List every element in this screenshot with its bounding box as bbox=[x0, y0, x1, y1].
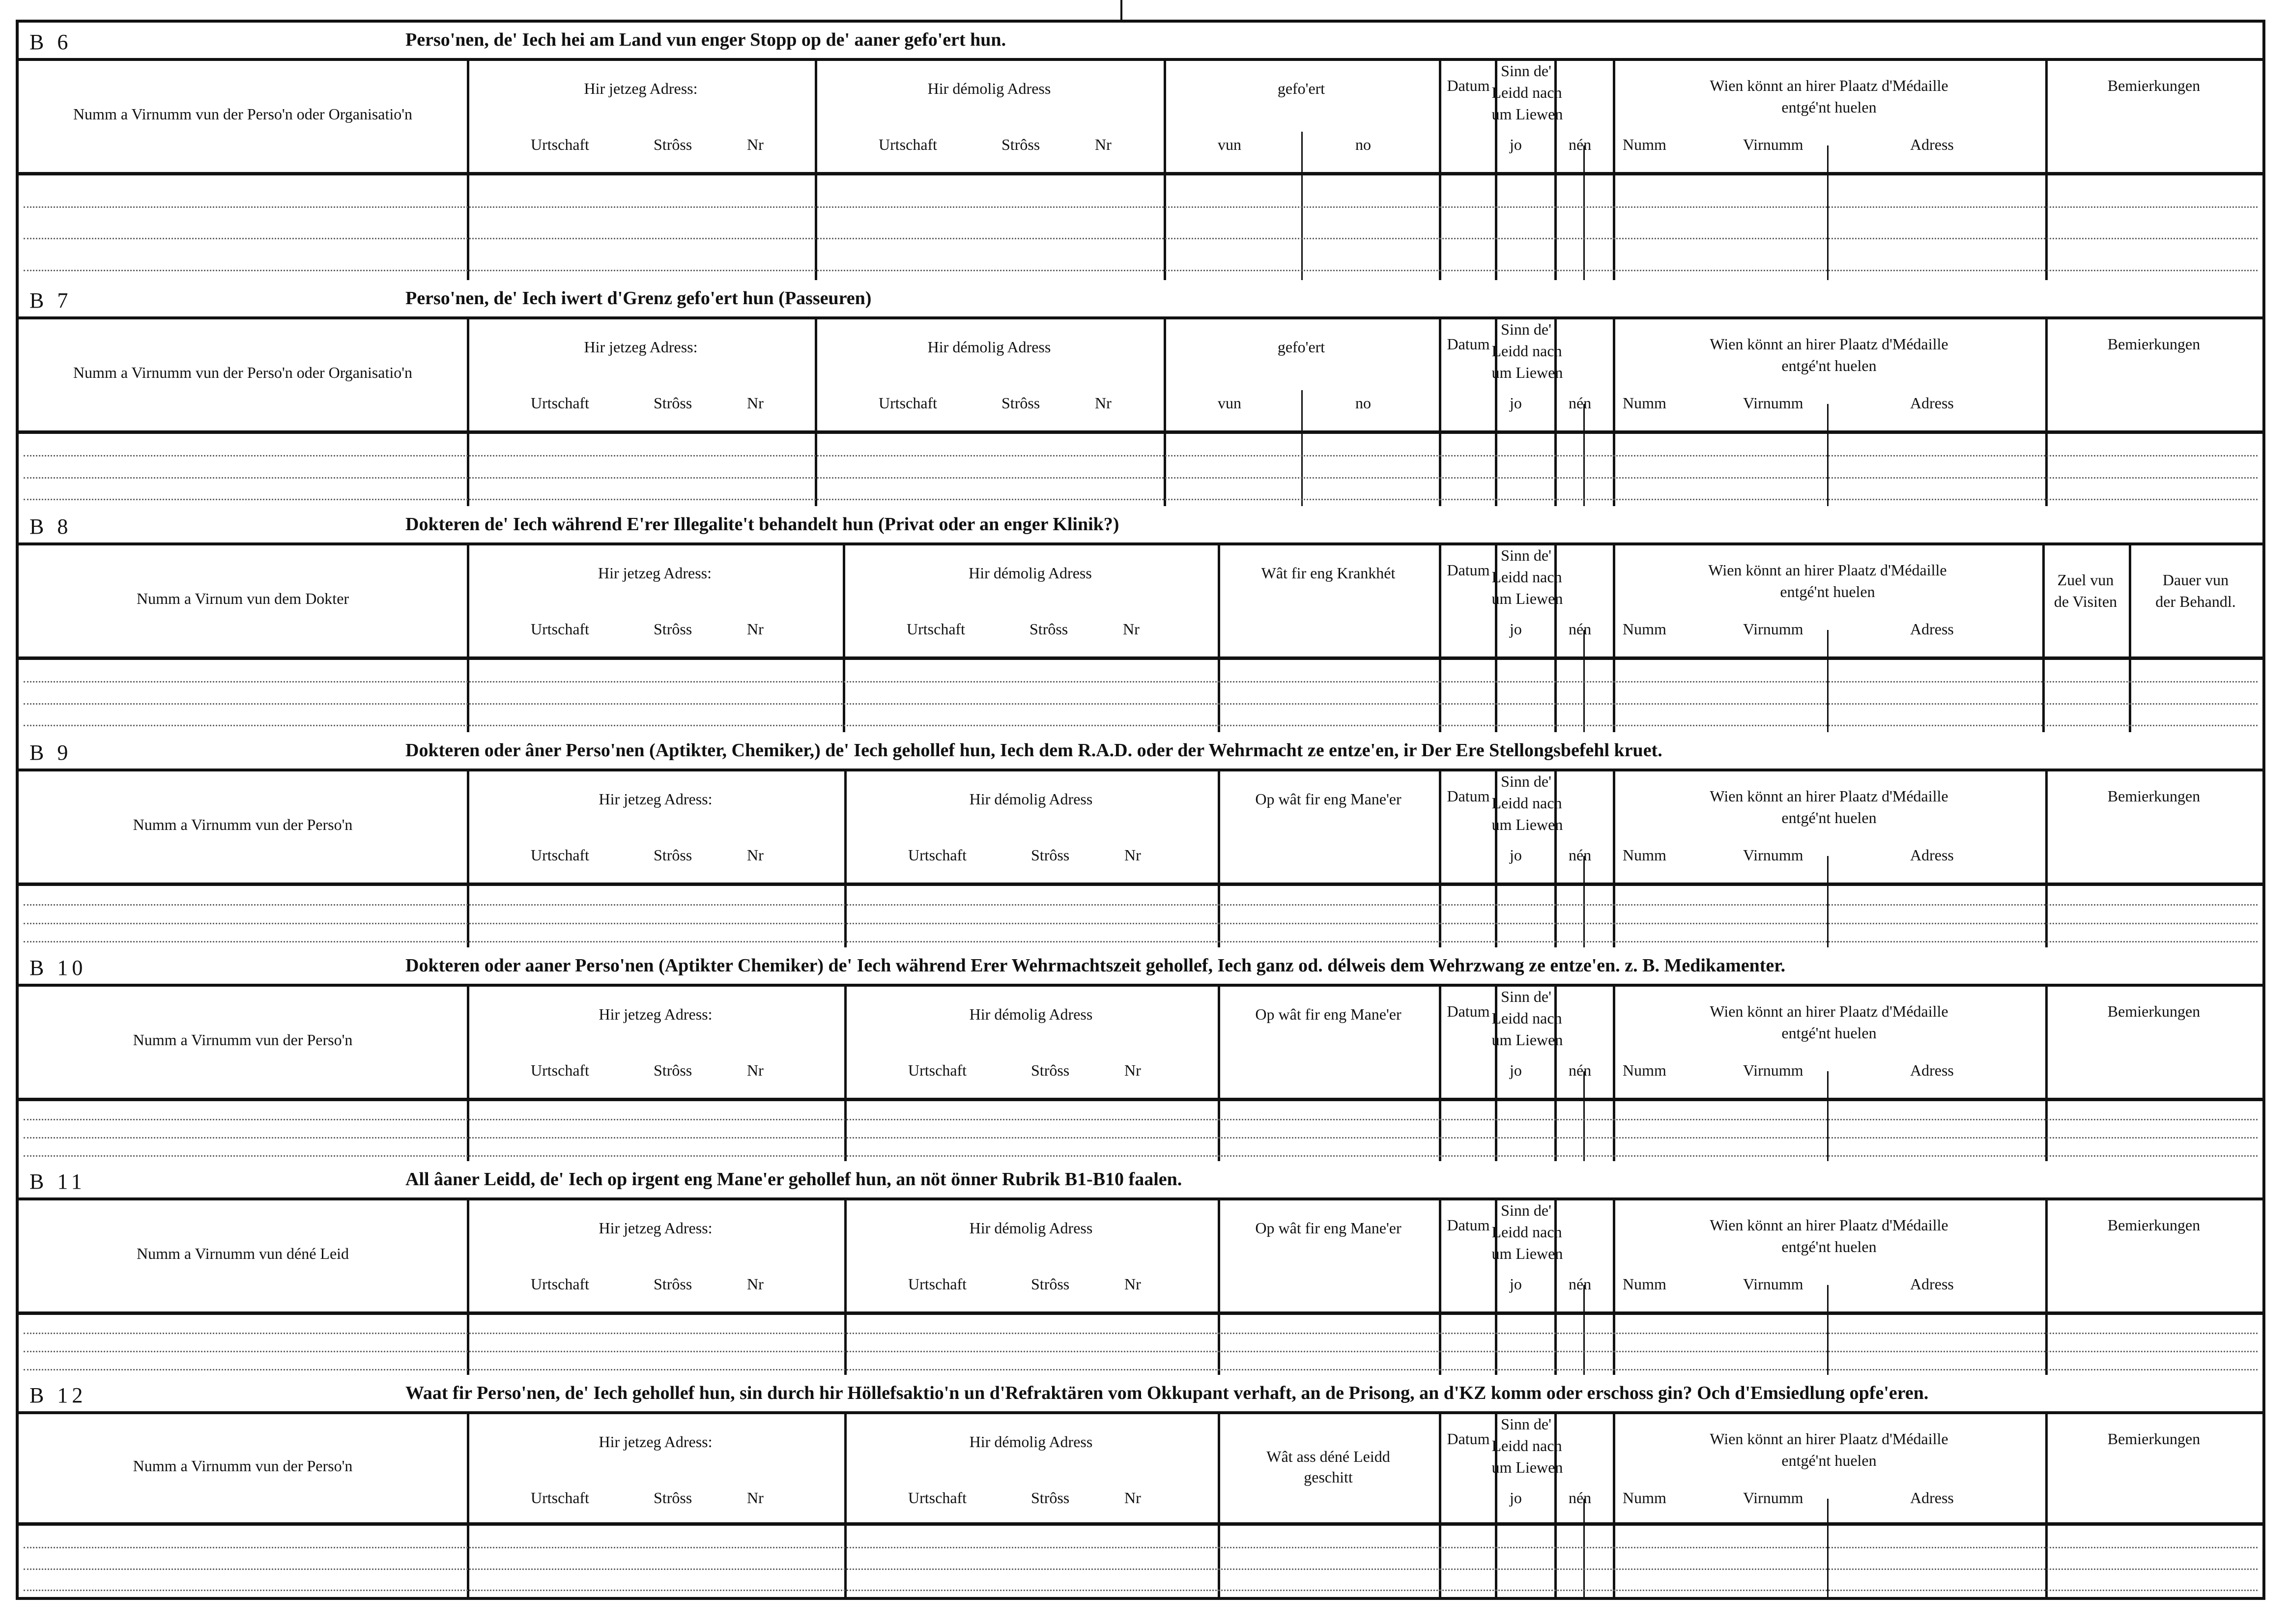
b9-bemierkungen-label: Bemierkungen bbox=[2107, 787, 2201, 805]
b11-row-line-1 bbox=[24, 1351, 2258, 1352]
b12-row-line-2 bbox=[24, 1590, 2258, 1591]
b6-wien-b: entgé'nt huelen bbox=[1781, 98, 1877, 116]
b10-current-urtschaft: Urtschaft bbox=[531, 1061, 590, 1079]
b7-sinn-a: Sinn de' bbox=[1501, 320, 1551, 338]
b8-section-id: B 8 bbox=[29, 514, 72, 539]
b11-current-urtschaft: Urtschaft bbox=[531, 1275, 590, 1293]
b9-previous-address-label: Hir démolig Adress bbox=[969, 790, 1093, 808]
b10-current-nr: Nr bbox=[747, 1061, 764, 1079]
b10-header-rule bbox=[19, 1098, 2262, 1101]
b7-row-line-2 bbox=[24, 499, 2258, 500]
b7-adress-label: Adress bbox=[1910, 394, 1954, 412]
b6-previous-urtschaft: Urtschaft bbox=[879, 136, 938, 153]
b7-gefoert-label: gefo'ert bbox=[1277, 338, 1325, 356]
b10-bemierkungen-label: Bemierkungen bbox=[2107, 1002, 2201, 1020]
b7-vun-no-divider bbox=[1301, 390, 1303, 506]
b12-row-line-0 bbox=[24, 1547, 2258, 1548]
b7-sinn-b: Leidd nach bbox=[1491, 342, 1562, 360]
b10-numm-label: Numm bbox=[1623, 1061, 1666, 1079]
b8-sinn-b: Leidd nach bbox=[1491, 568, 1562, 586]
b9-what-label: Op wât fir eng Mane'er bbox=[1255, 790, 1401, 808]
b11-row-line-2 bbox=[24, 1369, 2258, 1370]
b7-no-label: no bbox=[1355, 394, 1371, 412]
b7-virnumm-label: Virnumm bbox=[1743, 394, 1803, 412]
b8-title-rule bbox=[19, 542, 2262, 545]
b9-wien-a: Wien könnt an hirer Plaatz d'Médaille bbox=[1710, 787, 1948, 805]
b11-col-rule-6 bbox=[1613, 1197, 1615, 1375]
b9-col-rule-7 bbox=[2045, 769, 2048, 947]
b6-sinn-a: Sinn de' bbox=[1501, 62, 1551, 80]
b10-col-rule-6 bbox=[1613, 984, 1615, 1161]
b9-col-rule-0 bbox=[467, 769, 469, 947]
b7-previous-nr: Nr bbox=[1095, 394, 1112, 412]
b6-datum-label: Datum bbox=[1447, 77, 1490, 94]
frame-right bbox=[2262, 20, 2265, 1600]
b9-name-col-label: Numm a Virnumm vun der Perso'n bbox=[133, 816, 353, 833]
b12-adress-label: Adress bbox=[1910, 1489, 1954, 1507]
b9-jo-label: jo bbox=[1510, 846, 1522, 864]
b12-title-rule bbox=[19, 1411, 2262, 1414]
b9-numm-label: Numm bbox=[1623, 846, 1666, 864]
b9-title-rule bbox=[19, 769, 2262, 771]
b7-bemierkungen-label: Bemierkungen bbox=[2107, 335, 2201, 353]
b6-jo-label: jo bbox=[1510, 136, 1522, 153]
b6-row-line-2 bbox=[24, 270, 2258, 271]
b7-vun-label: vun bbox=[1218, 394, 1241, 412]
b6-jo-nen-divider bbox=[1583, 145, 1585, 280]
frame-top bbox=[16, 20, 2265, 23]
b9-virnumm-label: Virnumm bbox=[1743, 846, 1803, 864]
b7-previous-stross: Strôss bbox=[1001, 394, 1040, 412]
b11-datum-label: Datum bbox=[1447, 1216, 1490, 1234]
b8-current-nr: Nr bbox=[747, 620, 764, 638]
b9-current-address-label: Hir jetzeg Adress: bbox=[599, 790, 713, 808]
b6-previous-address-label: Hir démolig Adress bbox=[927, 80, 1051, 97]
b10-col-rule-0 bbox=[467, 984, 469, 1161]
b12-current-address-label: Hir jetzeg Adress: bbox=[599, 1433, 713, 1451]
b6-numm-adress-divider bbox=[1827, 145, 1829, 280]
b6-numm-label: Numm bbox=[1623, 136, 1666, 153]
b6-nen-label: nén bbox=[1569, 136, 1592, 153]
b6-section-id: B 6 bbox=[29, 30, 72, 54]
b11-wien-a: Wien könnt an hirer Plaatz d'Médaille bbox=[1710, 1216, 1948, 1234]
b11-previous-urtschaft: Urtschaft bbox=[908, 1275, 967, 1293]
b6-virnumm-label: Virnumm bbox=[1743, 136, 1803, 153]
b6-sinn-c: um Liewen bbox=[1491, 105, 1563, 123]
b7-nen-label: nén bbox=[1569, 394, 1592, 412]
b11-nen-label: nén bbox=[1569, 1275, 1592, 1293]
b6-current-urtschaft: Urtschaft bbox=[531, 136, 590, 153]
b11-jo-nen-divider bbox=[1583, 1285, 1585, 1375]
b11-previous-address-label: Hir démolig Adress bbox=[969, 1219, 1093, 1237]
b7-current-address-label: Hir jetzeg Adress: bbox=[584, 338, 698, 356]
b7-current-nr: Nr bbox=[747, 394, 764, 412]
b9-current-nr: Nr bbox=[747, 846, 764, 864]
b10-wien-b: entgé'nt huelen bbox=[1781, 1024, 1877, 1042]
b11-current-address-label: Hir jetzeg Adress: bbox=[599, 1219, 713, 1237]
b6-current-stross: Strôss bbox=[654, 136, 692, 153]
b8-dauer-b: der Behandl. bbox=[2155, 593, 2236, 610]
b6-vun-no-divider bbox=[1301, 132, 1303, 280]
b7-row-line-0 bbox=[24, 455, 2258, 456]
b11-previous-stross: Strôss bbox=[1031, 1275, 1070, 1293]
b11-current-nr: Nr bbox=[747, 1275, 764, 1293]
b8-name-col-label: Numm a Virnum vun dem Dokter bbox=[136, 590, 349, 607]
b8-header-rule bbox=[19, 656, 2262, 660]
b10-previous-nr: Nr bbox=[1124, 1061, 1141, 1079]
b11-section-id: B 11 bbox=[29, 1169, 86, 1194]
b9-section-id: B 9 bbox=[29, 741, 72, 765]
b9-current-urtschaft: Urtschaft bbox=[531, 846, 590, 864]
b8-virnumm-label: Virnumm bbox=[1743, 620, 1803, 638]
b6-col-rule-2 bbox=[1164, 58, 1166, 280]
b11-numm-label: Numm bbox=[1623, 1275, 1666, 1293]
b12-section-title: Waat fir Perso'nen, de' Iech gehollef hun, sin durch hir Höllefsaktio'n un d'Refraktären vom Okkupant verhaft, an de Prisong, an d'KZ komm oder erschoss gin? Och d'Emsiedlung opfe'eren. bbox=[405, 1383, 1929, 1403]
b9-adress-label: Adress bbox=[1910, 846, 1954, 864]
b11-sinn-a: Sinn de' bbox=[1501, 1201, 1551, 1219]
b6-no-label: no bbox=[1355, 136, 1371, 153]
b11-previous-nr: Nr bbox=[1124, 1275, 1141, 1293]
b8-zuel-b: de Visiten bbox=[2054, 593, 2117, 610]
b7-header-rule bbox=[19, 430, 2262, 434]
b12-what-label-a: Wât ass déné Leidd bbox=[1266, 1448, 1390, 1465]
b7-title-rule bbox=[19, 316, 2262, 319]
b12-wien-a: Wien könnt an hirer Plaatz d'Médaille bbox=[1710, 1430, 1948, 1448]
b8-dauer-a: Dauer vun bbox=[2162, 571, 2229, 589]
b8-section-title: Dokteren de' Iech während E'rer Illegalite't behandelt hun (Privat oder an enger Klinik?) bbox=[405, 514, 1119, 535]
b9-previous-nr: Nr bbox=[1124, 846, 1141, 864]
b8-wien-a: Wien könnt an hirer Plaatz d'Médaille bbox=[1708, 561, 1947, 579]
b8-previous-urtschaft: Urtschaft bbox=[907, 620, 966, 638]
b8-zuel-a: Zuel vun bbox=[2057, 571, 2114, 589]
b9-sinn-b: Leidd nach bbox=[1491, 794, 1562, 812]
b11-bemierkungen-label: Bemierkungen bbox=[2107, 1216, 2201, 1234]
b6-col-rule-7 bbox=[2045, 58, 2048, 280]
b9-row-line-0 bbox=[24, 904, 2258, 906]
b6-name-col-label: Numm a Virnumm vun der Perso'n oder Organisatio'n bbox=[73, 105, 413, 123]
b12-sinn-a: Sinn de' bbox=[1501, 1415, 1551, 1433]
b6-row-line-0 bbox=[24, 206, 2258, 208]
b10-title-rule bbox=[19, 984, 2262, 987]
b6-bemierkungen-label: Bemierkungen bbox=[2107, 77, 2201, 94]
b12-sinn-b: Leidd nach bbox=[1491, 1437, 1562, 1454]
b6-current-address-label: Hir jetzeg Adress: bbox=[584, 80, 698, 97]
b10-jo-nen-divider bbox=[1583, 1071, 1585, 1161]
b10-col-rule-1 bbox=[844, 984, 847, 1161]
b9-header-rule bbox=[19, 883, 2262, 886]
b10-datum-label: Datum bbox=[1447, 1002, 1490, 1020]
b8-jo-label: jo bbox=[1510, 620, 1522, 638]
b9-wien-b: entgé'nt huelen bbox=[1781, 809, 1877, 826]
frame-left bbox=[16, 20, 19, 1600]
b9-sinn-c: um Liewen bbox=[1491, 816, 1563, 833]
b6-vun-label: vun bbox=[1218, 136, 1241, 153]
b11-title-rule bbox=[19, 1197, 2262, 1200]
b9-sinn-a: Sinn de' bbox=[1501, 772, 1551, 790]
b10-virnumm-label: Virnumm bbox=[1743, 1061, 1803, 1079]
b7-section-id: B 7 bbox=[29, 288, 72, 313]
b7-sinn-c: um Liewen bbox=[1491, 364, 1563, 381]
b8-row-line-2 bbox=[24, 725, 2258, 726]
b9-jo-nen-divider bbox=[1583, 856, 1585, 947]
b8-nen-label: nén bbox=[1569, 620, 1592, 638]
b10-col-rule-7 bbox=[2045, 984, 2048, 1161]
b10-jo-label: jo bbox=[1510, 1061, 1522, 1079]
b8-numm-label: Numm bbox=[1623, 620, 1666, 638]
b10-previous-address-label: Hir démolig Adress bbox=[969, 1005, 1093, 1023]
b11-col-rule-7 bbox=[2045, 1197, 2048, 1375]
b8-sinn-c: um Liewen bbox=[1491, 590, 1563, 607]
b10-previous-urtschaft: Urtschaft bbox=[908, 1061, 967, 1079]
b7-numm-label: Numm bbox=[1623, 394, 1666, 412]
b10-wien-a: Wien könnt an hirer Plaatz d'Médaille bbox=[1710, 1002, 1948, 1020]
b7-previous-address-label: Hir démolig Adress bbox=[927, 338, 1051, 356]
b8-wien-b: entgé'nt huelen bbox=[1780, 583, 1875, 600]
b6-title-rule bbox=[19, 58, 2262, 61]
b7-section-title: Perso'nen, de' Iech iwert d'Grenz gefo'ert hun (Passeuren) bbox=[405, 288, 872, 309]
b7-previous-urtschaft: Urtschaft bbox=[879, 394, 938, 412]
b11-numm-adress-divider bbox=[1827, 1285, 1829, 1375]
b9-current-stross: Strôss bbox=[654, 846, 692, 864]
b7-wien-a: Wien könnt an hirer Plaatz d'Médaille bbox=[1710, 335, 1948, 353]
b11-col-rule-0 bbox=[467, 1197, 469, 1375]
b10-sinn-c: um Liewen bbox=[1491, 1031, 1563, 1049]
b7-jo-label: jo bbox=[1510, 394, 1522, 412]
b11-name-col-label: Numm a Virnumm vun déné Leid bbox=[136, 1245, 349, 1262]
b11-wien-b: entgé'nt huelen bbox=[1781, 1238, 1877, 1255]
b8-current-urtschaft: Urtschaft bbox=[531, 620, 590, 638]
b10-adress-label: Adress bbox=[1910, 1061, 1954, 1079]
b6-row-line-1 bbox=[24, 238, 2258, 239]
b9-col-rule-1 bbox=[844, 769, 847, 947]
b10-current-stross: Strôss bbox=[654, 1061, 692, 1079]
b12-name-col-label: Numm a Virnumm vun der Perso'n bbox=[133, 1457, 353, 1475]
b8-sinn-a: Sinn de' bbox=[1501, 546, 1551, 564]
b12-previous-urtschaft: Urtschaft bbox=[908, 1489, 967, 1507]
b12-current-stross: Strôss bbox=[654, 1489, 692, 1507]
b9-row-line-2 bbox=[24, 941, 2258, 942]
b7-name-col-label: Numm a Virnumm vun der Perso'n oder Organisatio'n bbox=[73, 364, 413, 381]
b8-row-line-0 bbox=[24, 681, 2258, 683]
b11-sinn-b: Leidd nach bbox=[1491, 1223, 1562, 1241]
b11-sinn-c: um Liewen bbox=[1491, 1245, 1563, 1262]
b12-jo-label: jo bbox=[1510, 1489, 1522, 1507]
b10-row-line-0 bbox=[24, 1119, 2258, 1120]
b9-section-title: Dokteren oder âner Perso'nen (Aptikter, Chemiker,) de' Iech gehollef hun, Iech dem R.A.D. oder der Wehrmacht ze entze'en, ir Der Ere Stellongsbefehl kruet. bbox=[405, 740, 1662, 761]
b12-numm-label: Numm bbox=[1623, 1489, 1666, 1507]
b6-gefoert-label: gefo'ert bbox=[1277, 80, 1325, 97]
b10-current-address-label: Hir jetzeg Adress: bbox=[599, 1005, 713, 1023]
b7-datum-label: Datum bbox=[1447, 335, 1490, 353]
b8-datum-label: Datum bbox=[1447, 561, 1490, 579]
b12-wien-b: entgé'nt huelen bbox=[1781, 1452, 1877, 1469]
b6-sinn-b: Leidd nach bbox=[1491, 84, 1562, 101]
b10-nen-label: nén bbox=[1569, 1061, 1592, 1079]
b11-header-rule bbox=[19, 1311, 2262, 1315]
b12-virnumm-label: Virnumm bbox=[1743, 1489, 1803, 1507]
b10-sinn-a: Sinn de' bbox=[1501, 988, 1551, 1005]
b12-row-line-1 bbox=[24, 1568, 2258, 1570]
b7-row-line-1 bbox=[24, 477, 2258, 479]
b8-previous-stross: Strôss bbox=[1030, 620, 1068, 638]
b12-header-rule bbox=[19, 1522, 2262, 1526]
b6-previous-stross: Strôss bbox=[1001, 136, 1040, 153]
b12-sinn-c: um Liewen bbox=[1491, 1458, 1563, 1476]
b6-header-rule bbox=[19, 172, 2262, 175]
b11-current-stross: Strôss bbox=[654, 1275, 692, 1293]
b8-current-address-label: Hir jetzeg Adress: bbox=[598, 564, 712, 582]
top-binding-mark bbox=[1120, 0, 1122, 21]
b10-numm-adress-divider bbox=[1827, 1071, 1829, 1161]
b12-current-urtschaft: Urtschaft bbox=[531, 1489, 590, 1507]
b11-jo-label: jo bbox=[1510, 1275, 1522, 1293]
b10-row-line-2 bbox=[24, 1155, 2258, 1157]
b8-what-label: Wât fir eng Krankhét bbox=[1261, 564, 1396, 582]
b7-current-urtschaft: Urtschaft bbox=[531, 394, 590, 412]
b8-current-stross: Strôss bbox=[654, 620, 692, 638]
b10-sinn-b: Leidd nach bbox=[1491, 1009, 1562, 1027]
b7-current-stross: Strôss bbox=[654, 394, 692, 412]
b12-previous-stross: Strôss bbox=[1031, 1489, 1070, 1507]
b9-previous-urtschaft: Urtschaft bbox=[908, 846, 967, 864]
b11-row-line-0 bbox=[24, 1333, 2258, 1334]
b10-name-col-label: Numm a Virnumm vun der Perso'n bbox=[133, 1031, 353, 1049]
b9-numm-adress-divider bbox=[1827, 856, 1829, 947]
b6-adress-label: Adress bbox=[1910, 136, 1954, 153]
b8-adress-label: Adress bbox=[1910, 620, 1954, 638]
frame-bottom bbox=[16, 1597, 2265, 1600]
b11-what-label: Op wât fir eng Mane'er bbox=[1255, 1219, 1401, 1237]
b9-datum-label: Datum bbox=[1447, 787, 1490, 805]
b12-current-nr: Nr bbox=[747, 1489, 764, 1507]
b12-nen-label: nén bbox=[1569, 1489, 1592, 1507]
b10-previous-stross: Strôss bbox=[1031, 1061, 1070, 1079]
b8-previous-nr: Nr bbox=[1123, 620, 1140, 638]
b6-current-nr: Nr bbox=[747, 136, 764, 153]
b12-previous-nr: Nr bbox=[1124, 1489, 1141, 1507]
b9-row-line-1 bbox=[24, 923, 2258, 924]
b8-row-line-1 bbox=[24, 703, 2258, 705]
b6-section-title: Perso'nen, de' Iech hei am Land vun enger Stopp op de' aaner gefo'ert hun. bbox=[405, 29, 1006, 50]
b6-wien-a: Wien könnt an hirer Plaatz d'Médaille bbox=[1710, 77, 1948, 94]
b10-what-label: Op wât fir eng Mane'er bbox=[1255, 1005, 1401, 1023]
b12-previous-address-label: Hir démolig Adress bbox=[969, 1433, 1093, 1451]
b6-col-rule-6 bbox=[1613, 58, 1615, 280]
b6-previous-nr: Nr bbox=[1095, 136, 1112, 153]
b9-previous-stross: Strôss bbox=[1031, 846, 1070, 864]
b9-col-rule-6 bbox=[1613, 769, 1615, 947]
b11-virnumm-label: Virnumm bbox=[1743, 1275, 1803, 1293]
b10-section-id: B 10 bbox=[29, 956, 87, 980]
b12-section-id: B 12 bbox=[29, 1383, 87, 1407]
b10-section-title: Dokteren oder aaner Perso'nen (Aptikter Chemiker) de' Iech während Erer Wehrmachtszeit gehollef, Iech ganz od. délweis dem Wehrzwang ze entze'en. z. B. Medikamenter. bbox=[405, 955, 1786, 976]
b9-nen-label: nén bbox=[1569, 846, 1592, 864]
b10-row-line-1 bbox=[24, 1137, 2258, 1139]
b12-what-label-b: geschitt bbox=[1304, 1468, 1353, 1486]
b11-adress-label: Adress bbox=[1910, 1275, 1954, 1293]
b7-wien-b: entgé'nt huelen bbox=[1781, 357, 1877, 374]
b8-previous-address-label: Hir démolig Adress bbox=[969, 564, 1092, 582]
b11-section-title: All âaner Leidd, de' Iech op irgent eng Mane'er gehollef hun, an nöt önner Rubrik B1-B10 faalen. bbox=[405, 1169, 1182, 1190]
b11-col-rule-1 bbox=[844, 1197, 847, 1375]
b12-bemierkungen-label: Bemierkungen bbox=[2107, 1430, 2201, 1448]
b12-datum-label: Datum bbox=[1447, 1430, 1490, 1448]
